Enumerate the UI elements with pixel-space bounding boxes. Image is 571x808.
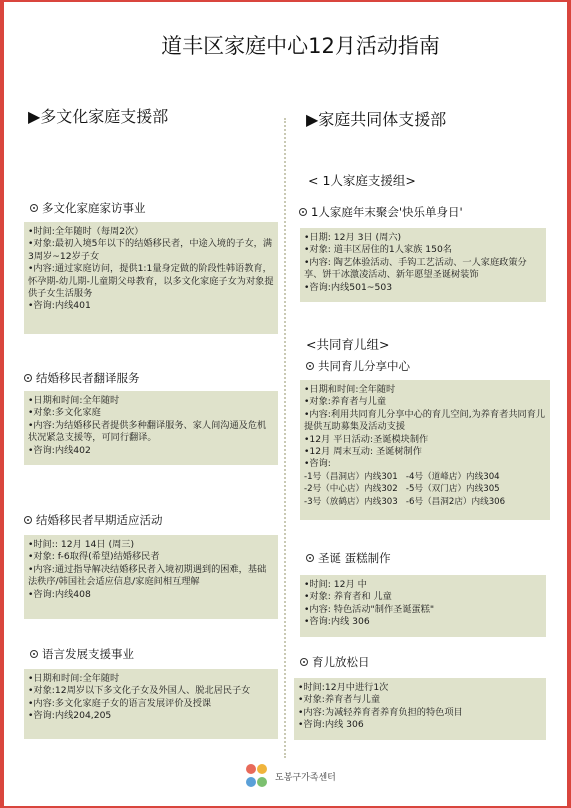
- left-item-2-line-4: •咨询:内线402: [28, 444, 91, 456]
- left-section-heading: ▶多文化家庭支援部: [28, 107, 169, 126]
- right-item-1-line-2: •对象: 道丰区居住的1人家族 150名: [304, 244, 452, 256]
- right-item-1-line-4: •咨询:内线501~503: [304, 281, 393, 293]
- clock-icon: [306, 362, 314, 370]
- right-item-3-line-2: •对象: 养育者和 儿童: [304, 591, 392, 603]
- right-item-1-title-text: 1人家庭年末聚会'快乐单身日': [311, 205, 463, 219]
- left-item-2-line-2: •对象:多文化家庭: [28, 407, 101, 419]
- right-item-4-title-text: 育儿放松日: [312, 655, 370, 669]
- left-item-3-box: [24, 535, 278, 619]
- left-item-3-line-4: •咨询:内线408: [28, 588, 91, 600]
- left-item-1-title-text: 多文化家庭家访事业: [42, 201, 146, 215]
- left-item-1-box: [24, 222, 278, 334]
- left-item-4-title: [30, 646, 134, 662]
- right-item-2-line-8: -2号（中心店）内线302 -5号（双门店）内线305: [304, 484, 500, 495]
- right-item-3-line-3: •内容: 特色活动"制作圣诞蛋糕": [304, 603, 435, 615]
- left-item-3-title: [24, 512, 163, 528]
- right-item-1-line-3: •内容: 陶艺体验活动、手钩工艺活动、一人家庭政策分享、饼干冰激凌活动、新年愿望圣诞树装饰: [304, 256, 527, 281]
- group-cooperative-childcare: <共同育儿组>: [306, 337, 390, 352]
- left-item-1-title: [30, 200, 146, 216]
- left-item-1-line-1: •时间:全年随时（每周2次）: [28, 226, 144, 237]
- right-item-2-title-text: 共同育儿分享中心: [318, 359, 410, 373]
- left-item-3-line-2: •对象: f-6取得(希望)结婚移民者: [28, 551, 160, 563]
- clock-icon: [306, 554, 314, 562]
- left-item-3-line-1: •时间:: 12月 14日 (周三): [28, 539, 135, 550]
- right-section-heading: ▶家庭共同体支援部: [306, 110, 447, 129]
- right-item-2-box: [300, 380, 550, 520]
- right-item-2-line-4: •12月 平日活动:圣诞模块制作: [304, 433, 429, 445]
- right-item-4-box: [294, 678, 546, 740]
- right-item-4-line-1: •时间:12月中进行1次: [298, 682, 389, 693]
- center-logo: [244, 761, 336, 791]
- left-item-4-line-4: •咨询:内线204,205: [28, 710, 112, 722]
- left-item-4-line-2: •对象:12周岁以下多文化子女及外国人、脱北居民子女: [28, 685, 251, 697]
- right-item-3-line-4: •咨询:内线 306: [304, 616, 370, 628]
- clock-icon: [30, 204, 38, 212]
- family-center-logo-icon: [244, 761, 270, 791]
- clock-icon: [24, 374, 32, 382]
- clock-icon: [24, 516, 32, 524]
- right-item-4-line-3: •内容:为减轻养育者养育负担的特色项目: [298, 706, 463, 718]
- right-item-2-line-1: •日期和时间:全年随时: [304, 384, 396, 395]
- left-item-2-title: [24, 370, 140, 386]
- right-item-4-line-2: •对象:养育者与儿童: [298, 694, 381, 706]
- right-item-2-title: [306, 358, 410, 374]
- left-item-1-line-3: •内容:通过家庭访问，提供1:1量身定做的阶段性韩语教育，怀孕期-幼儿期-儿童期父母教育，以多文化家庭子女为对象提供子女生活服务: [28, 263, 274, 300]
- left-item-1-line-2: •对象:最初入境5年以下的结婚移民者，中途入境的子女，满3周岁~12岁子女: [28, 238, 273, 262]
- right-item-3-line-1: •时间: 12月 中: [304, 579, 367, 590]
- group-single-households: < 1人家庭支援组>: [308, 173, 416, 188]
- right-item-2-line-2: •对象:养育者与儿童: [304, 396, 387, 408]
- left-item-3-title-text: 结婚移民者早期适应活动: [36, 513, 163, 527]
- left-item-2-title-text: 结婚移民者翻译服务: [36, 371, 140, 385]
- center-logo-text: 도봉구가족센터: [275, 772, 336, 783]
- left-item-4-line-3: •内容:多文化家庭子女的语言发展评价及授课: [28, 697, 212, 709]
- left-item-2-line-3: •内容:为结婚移民者提供多种翻译服务、家人间沟通及危机状况紧急支援等，可同行翻译。: [28, 419, 267, 444]
- page-title: 道丰区家庭中心12月活动指南: [161, 34, 440, 58]
- right-item-3-title-text: 圣诞 蛋糕制作: [318, 551, 391, 565]
- right-item-2-line-7: -1号（昌洞店）内线301 -4号（道峰店）内线304: [304, 471, 500, 482]
- right-item-4-line-4: •咨询:内线 306: [298, 719, 364, 731]
- right-item-2-line-5: •12月 周末互动: 圣诞树制作: [304, 446, 422, 458]
- left-item-2-box: [24, 391, 278, 465]
- right-item-2-line-3: •内容:利用共同育儿分享中心的育儿空间,为养育者共同育儿提供互助募集及活动支援: [304, 408, 546, 433]
- right-item-3-box: [300, 575, 546, 637]
- right-item-1-box: [300, 228, 546, 302]
- left-item-4-title-text: 语言发展支援事业: [42, 647, 134, 661]
- left-item-1-line-4: •咨询:内线401: [28, 300, 91, 312]
- left-item-4-line-1: •日期和时间:全年随时: [28, 673, 120, 684]
- clock-icon: [300, 658, 308, 666]
- left-item-3-line-3: •内容:通过指导解决结婚移民者入境初期遇到的困难，基础法秩序/韩国社会适应信息/家庭间相互理解: [28, 563, 267, 588]
- clock-icon: [299, 208, 307, 216]
- right-item-2-line-6: •咨询:: [304, 458, 331, 470]
- column-divider: [284, 118, 286, 758]
- right-item-3-title: [306, 550, 391, 566]
- right-item-1-title: [299, 204, 463, 220]
- clock-icon: [30, 650, 38, 658]
- right-item-1-line-1: •日期: 12月 3日 (周六): [304, 232, 402, 243]
- left-item-4-box: [24, 669, 278, 739]
- right-item-4-title: [300, 654, 370, 670]
- right-item-2-line-9: -3号（放鹤店）内线303 -6号（昌洞2店）内线306: [304, 496, 506, 507]
- left-item-2-line-1: •日期和时间:全年随时: [28, 395, 120, 406]
